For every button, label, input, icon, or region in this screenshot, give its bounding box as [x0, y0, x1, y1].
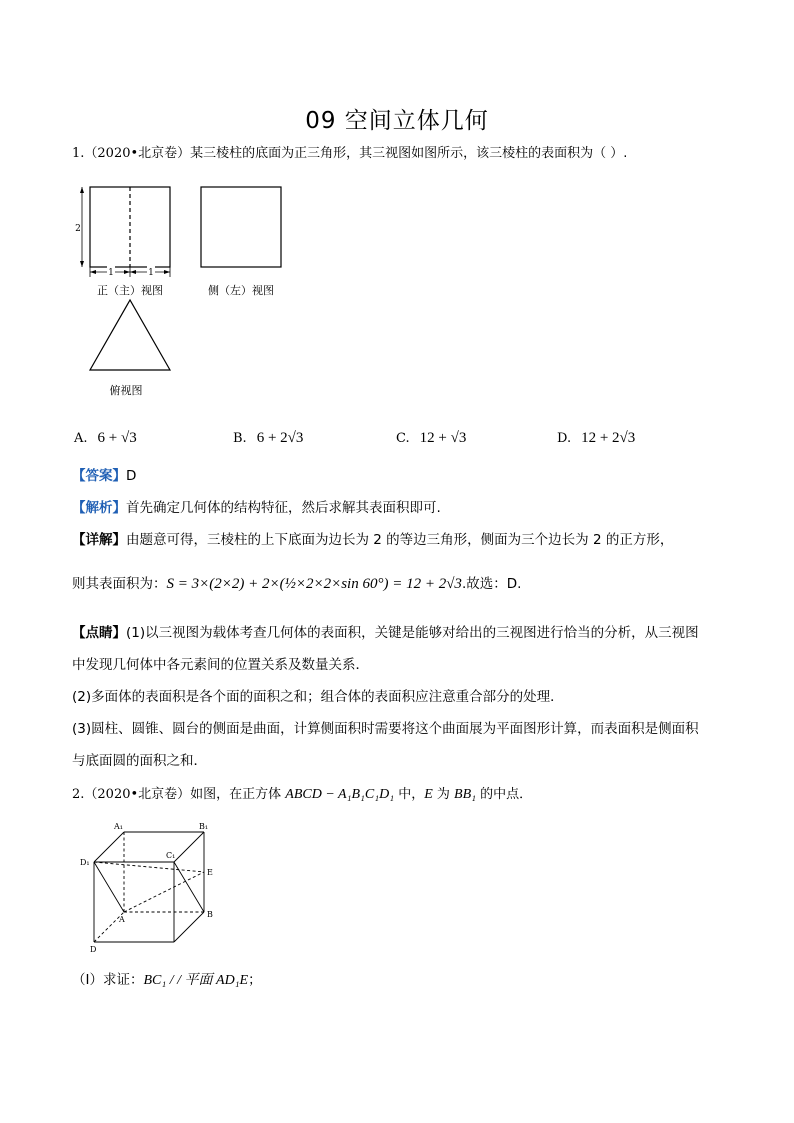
question-2-text-d: 的中点． [476, 787, 533, 802]
option-c[interactable] [396, 430, 466, 447]
width-dimension-label-right: 1 [148, 268, 154, 278]
part-1-lead: （Ⅰ）求证： [72, 972, 144, 988]
part-1-expression: BC₁ / / 平面 AD₁E [143, 973, 249, 988]
review-line-2: 中发现几何体中各元素间的位置关系及数量关系． [72, 657, 369, 673]
segment-d1-e [94, 862, 204, 872]
width-arrow-1 [90, 270, 96, 274]
review-tag: 【点睛】 [72, 625, 126, 641]
front-view [75, 187, 170, 297]
question-2-point-e: E [424, 787, 433, 802]
front-view-caption: 正（主）视图 [97, 284, 163, 297]
question-1-source: 1.（2020•北京卷） [72, 146, 191, 161]
width-arrow-2 [124, 270, 130, 274]
height-arrow-bottom [80, 261, 84, 267]
top-view [90, 300, 170, 397]
question-2-text-b: 中， [394, 787, 425, 802]
detail-text: 由题意可得，三棱柱的上下底面为边长为 2 的等边三角形，侧面为三个边长为 2 的正方形， [126, 532, 674, 548]
label-a: A [119, 915, 125, 924]
question-2-text-a: 如图，在正方体 [190, 787, 286, 802]
edge-c-b [174, 912, 204, 942]
edge-b1-c1 [174, 832, 204, 862]
review-line-4: (3)圆柱、圆锥、圆台的侧面是曲面，计算侧面积时需要将这个曲面展为平面图形计算，而表面积是侧面积 [72, 721, 699, 737]
analysis-line [72, 499, 441, 517]
height-arrow-top [80, 187, 84, 193]
top-view-caption: 俯视图 [109, 384, 143, 397]
front-view-square [90, 187, 170, 267]
review-text-1: (1)以三视图为载体考查几何体的表面积，关键是能够对给出的三视图进行恰当的分析，从三视图 [126, 625, 699, 641]
detail-line [72, 531, 673, 549]
option-d-expr: 12 + 2√3 [581, 430, 636, 446]
review-line-5: 与底面圆的面积之和． [72, 753, 207, 769]
review-line-3: (2)多面体的表面积是各个面的面积之和；组合体的表面积应注意重合部分的处理． [72, 689, 564, 705]
side-view [201, 187, 281, 297]
label-e: E [207, 868, 213, 877]
analysis-tag: 【解析】 [72, 500, 126, 516]
label-c1: C₁ [166, 851, 176, 860]
question-1-text: 某三棱柱的底面为正三角形，其三视图如图所示，该三棱柱的表面积为（ ）. [190, 146, 628, 161]
review-line-1 [72, 624, 699, 642]
question-2-source: 2.（2020•北京卷） [72, 787, 191, 802]
label-a1: A₁ [114, 822, 123, 831]
formula-lead: 则其表面积为： [72, 576, 167, 592]
width-dimension-label-left: 1 [108, 268, 114, 278]
segment-d1-a [94, 862, 124, 912]
formula-tail: .故选：D. [461, 576, 522, 592]
question-1-stem [72, 145, 627, 163]
part-1-tail: ； [248, 972, 262, 988]
option-a-letter: A. [74, 431, 88, 446]
label-d: D [90, 945, 97, 954]
page-title: 09 空间立体几何 [305, 108, 489, 134]
edge-a1-d1 [94, 832, 124, 862]
side-view-caption: 侧（左）视图 [208, 284, 274, 297]
width-arrow-4 [164, 270, 170, 274]
question-2-edge: BB₁ [454, 787, 477, 802]
formula-line [72, 575, 521, 593]
label-b1: B₁ [199, 822, 209, 831]
option-d[interactable] [557, 430, 635, 447]
option-c-expr: 12 + √3 [419, 430, 467, 446]
option-a-expr: 6 + √3 [97, 430, 137, 446]
option-c-letter: C. [396, 431, 410, 446]
width-arrow-3 [130, 270, 136, 274]
option-b-expr: 6 + 2√3 [256, 430, 304, 446]
question-2-stem [72, 786, 532, 804]
answer-tag: 【答案】 [72, 468, 126, 484]
question-2-cube-name: ABCD − A₁B₁C₁D₁ [285, 787, 395, 802]
label-d1: D₁ [80, 858, 90, 867]
question-2-text-c: 为 [432, 787, 455, 802]
option-d-letter: D. [557, 431, 572, 446]
detail-tag: 【详解】 [72, 532, 126, 548]
top-view-triangle [90, 300, 170, 370]
height-dimension-label: 2 [75, 224, 81, 234]
question-2-part-1 [72, 971, 262, 990]
analysis-text: 首先确定几何体的结构特征，然后求解其表面积即可. [126, 500, 441, 516]
three-view-figure [72, 180, 312, 405]
option-b[interactable] [233, 430, 303, 447]
option-b-letter: B. [233, 431, 247, 446]
answer-line [72, 467, 136, 485]
side-view-square [201, 187, 281, 267]
answer-value: D [126, 468, 137, 484]
option-a[interactable] [74, 430, 137, 447]
formula-expression: S = 3×(2×2) + 2×(½×2×2×sin 60°) = 12 + 2√3 [166, 576, 462, 592]
cube-figure [76, 818, 226, 958]
label-b: B [207, 910, 213, 919]
